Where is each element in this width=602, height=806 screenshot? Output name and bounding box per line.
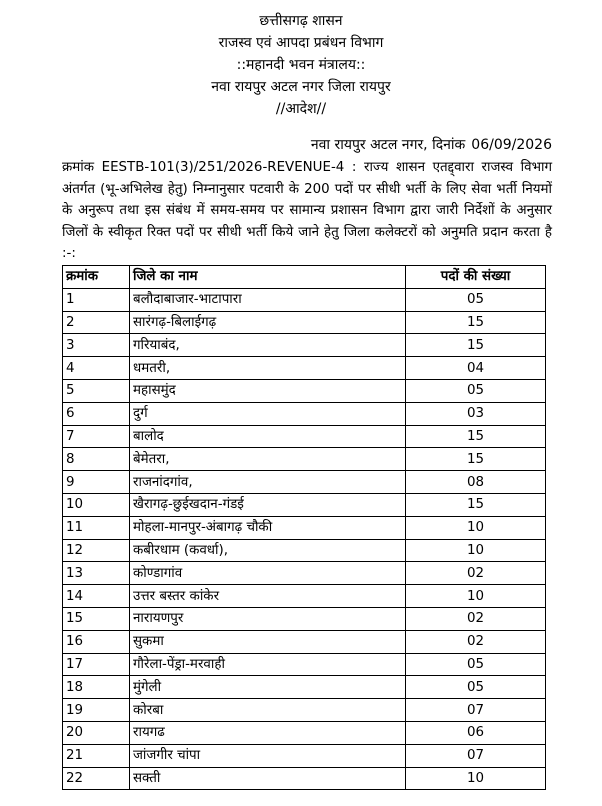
post-count-cell: 10 — [406, 516, 546, 539]
post-count-cell: 05 — [406, 379, 546, 402]
district-cell: बेमेतरा, — [130, 448, 406, 471]
post-count-cell: 05 — [406, 288, 546, 311]
order-title: //आदेश// — [275, 101, 327, 117]
post-count-cell: 10 — [406, 585, 546, 608]
table-row — [63, 653, 546, 676]
district-cell: सुकमा — [130, 630, 406, 653]
district-cell: गरियाबंद, — [130, 334, 406, 357]
department-name: राजस्व एवं आपदा प्रबंधन विभाग — [218, 35, 384, 51]
table-row — [63, 767, 546, 790]
table-row — [63, 699, 546, 722]
table-row — [63, 471, 546, 494]
district-cell: जांजगीर चांपा — [130, 744, 406, 767]
district-cell: कोरबा — [130, 699, 406, 722]
table-row — [63, 379, 546, 402]
letterhead — [0, 10, 602, 120]
table-row — [63, 493, 546, 516]
serial-cell: 3 — [63, 334, 130, 357]
district-cell: उत्तर बस्तर कांकेर — [130, 585, 406, 608]
district-cell: खैरागढ़-छुईखदान-गंडई — [130, 493, 406, 516]
serial-cell: 5 — [63, 379, 130, 402]
serial-cell: 20 — [63, 721, 130, 744]
serial-cell: 21 — [63, 744, 130, 767]
table-row — [63, 562, 546, 585]
serial-cell: 17 — [63, 653, 130, 676]
serial-cell: 4 — [63, 357, 130, 380]
serial-cell: 1 — [63, 288, 130, 311]
table-header-row — [63, 266, 546, 289]
serial-cell: 10 — [63, 493, 130, 516]
ministry-building: ::महानदी भवन मंत्रालय:: — [236, 57, 366, 73]
serial-cell: 22 — [63, 767, 130, 790]
serial-cell: 7 — [63, 425, 130, 448]
table-row — [63, 402, 546, 425]
district-cell: बालोद — [130, 425, 406, 448]
table-row — [63, 448, 546, 471]
serial-cell: 11 — [63, 516, 130, 539]
post-count-cell: 07 — [406, 699, 546, 722]
table-row — [63, 607, 546, 630]
district-cell: कोण्डागांव — [130, 562, 406, 585]
serial-cell: 19 — [63, 699, 130, 722]
table-row — [63, 539, 546, 562]
order-paragraph — [62, 157, 552, 265]
header-district: जिले का नाम — [130, 266, 406, 289]
post-count-cell: 02 — [406, 562, 546, 585]
serial-cell: 15 — [63, 607, 130, 630]
post-count-cell: 02 — [406, 630, 546, 653]
table-row — [63, 334, 546, 357]
serial-cell: 14 — [63, 585, 130, 608]
table-row — [63, 721, 546, 744]
table-row — [63, 585, 546, 608]
serial-cell: 12 — [63, 539, 130, 562]
district-cell: गौरेला-पेंड्रा-मरवाही — [130, 653, 406, 676]
table-row — [63, 630, 546, 653]
district-cell: राजनांदगांव, — [130, 471, 406, 494]
table-row — [63, 676, 546, 699]
post-count-cell: 15 — [406, 493, 546, 516]
order-number-prefix: क्रमांक — [62, 160, 95, 175]
header-serial: क्रमांक — [63, 266, 130, 289]
post-count-cell: 15 — [406, 334, 546, 357]
post-count-cell: 10 — [406, 539, 546, 562]
serial-cell: 16 — [63, 630, 130, 653]
district-cell: कबीरधाम (कवर्धा), — [130, 539, 406, 562]
order-reference: EESTB-101(3)/251/2026-REVENUE-4 : — [101, 160, 357, 175]
table-row — [63, 425, 546, 448]
district-cell: दुर्ग — [130, 402, 406, 425]
post-count-cell: 04 — [406, 357, 546, 380]
district-cell: नारायणपुर — [130, 607, 406, 630]
post-count-cell: 06 — [406, 721, 546, 744]
header-post-count: पदों की संख्या — [406, 266, 546, 289]
district-cell: बलौदाबाजार-भाटापारा — [130, 288, 406, 311]
serial-cell: 6 — [63, 402, 130, 425]
district-cell: रायगढ — [130, 721, 406, 744]
table-body — [63, 288, 546, 790]
district-cell: मुंगेली — [130, 676, 406, 699]
serial-cell: 13 — [63, 562, 130, 585]
table-row — [63, 744, 546, 767]
post-count-cell: 02 — [406, 607, 546, 630]
district-cell: सारंगढ़-बिलाईगढ़ — [130, 311, 406, 334]
serial-cell: 18 — [63, 676, 130, 699]
dateline-place: नवा रायपुर अटल नगर, दिनांक — [310, 137, 466, 153]
post-count-cell: 10 — [406, 767, 546, 790]
district-cell: मोहला-मानपुर-अंबागढ़ चौकी — [130, 516, 406, 539]
order-date: 06/09/2026 — [471, 137, 552, 153]
dateline — [311, 135, 552, 155]
table-row — [63, 516, 546, 539]
serial-cell: 8 — [63, 448, 130, 471]
post-count-cell: 15 — [406, 448, 546, 471]
government-name: छत्तीसगढ़ शासन — [259, 13, 343, 29]
district-posts-table — [62, 265, 546, 790]
post-count-cell: 05 — [406, 676, 546, 699]
post-count-cell: 07 — [406, 744, 546, 767]
post-count-cell: 03 — [406, 402, 546, 425]
table-row — [63, 311, 546, 334]
district-cell: सक्ती — [130, 767, 406, 790]
post-count-cell: 15 — [406, 311, 546, 334]
district-cell: महासमुंद — [130, 379, 406, 402]
table-row — [63, 288, 546, 311]
serial-cell: 9 — [63, 471, 130, 494]
district-cell: धमतरी, — [130, 357, 406, 380]
table-row — [63, 357, 546, 380]
post-count-cell: 08 — [406, 471, 546, 494]
office-address: नवा रायपुर अटल नगर जिला रायपुर — [211, 79, 391, 95]
post-count-cell: 05 — [406, 653, 546, 676]
order-text: राज्य शासन एतद्द्वारा राजस्व विभाग अंतर्गत (भू-अभिलेख हेतु) निम्नानुसार पटवारी के 200 पदों पर सीधी भर्ती के लिए सेवा भर्ती नियमों के अनुरूप तथा इस संबंध में समय-समय पर सामान्य प्रशासन विभाग द्वारा जारी निर्देशों के अनुसार जिलों के स्वीकृत रिक्त पदों पर सीधी भर्ती किये जाने हेतु जिला कलेक्टरों को अनुमति प्रदान करता है :-: — [62, 160, 552, 261]
post-count-cell: 15 — [406, 425, 546, 448]
serial-cell: 2 — [63, 311, 130, 334]
